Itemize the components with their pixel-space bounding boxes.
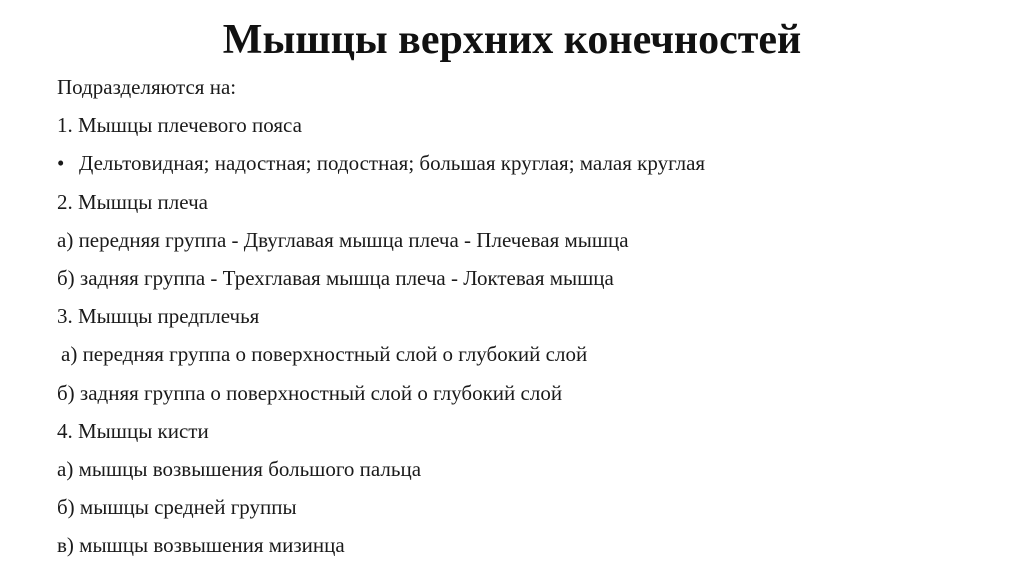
line-text: 3. Мышцы предплечья <box>57 304 260 329</box>
list-item <box>57 68 997 106</box>
line-text: в) мышцы возвышения мизинца <box>57 533 345 558</box>
line-text: Подразделяются на: <box>57 75 237 99</box>
list-item <box>57 259 997 297</box>
line-text: б) мышцы средней группы <box>57 495 297 520</box>
line-text: Дельтовидная; надостная; подостная; большая круглая; малая круглая <box>79 151 706 176</box>
list-item <box>57 374 997 412</box>
list-item <box>57 412 997 450</box>
line-text: б) задняя группа - Трехглавая мышца плеча - Локтевая мышца <box>57 265 614 290</box>
list-item <box>57 221 997 259</box>
line-text: а) передняя группа - Двуглавая мышца плеча - Плечевая мышца <box>57 227 629 252</box>
list-item <box>57 488 997 526</box>
list-item <box>57 106 997 144</box>
list-item <box>57 335 997 373</box>
slide-title: Мышцы верхних конечностей <box>222 17 802 63</box>
line-text: 4. Мышцы кисти <box>57 418 209 443</box>
line-text: а) мышцы возвышения большого пальца <box>57 456 422 481</box>
line-text: а) передняя группа о поверхностный слой о глубокий слой <box>61 342 588 367</box>
list-item <box>57 144 997 182</box>
list-item <box>57 183 997 221</box>
slide-body <box>57 68 997 564</box>
line-text: 1. Мышцы плечевого пояса <box>57 113 302 138</box>
list-item <box>57 450 997 488</box>
list-item <box>57 526 997 564</box>
line-text: б) задняя группа о поверхностный слой о глубокий слой <box>57 380 563 405</box>
list-item <box>57 297 997 335</box>
line-text: 2. Мышцы плеча <box>57 189 208 214</box>
bullet-icon: • <box>57 151 65 176</box>
